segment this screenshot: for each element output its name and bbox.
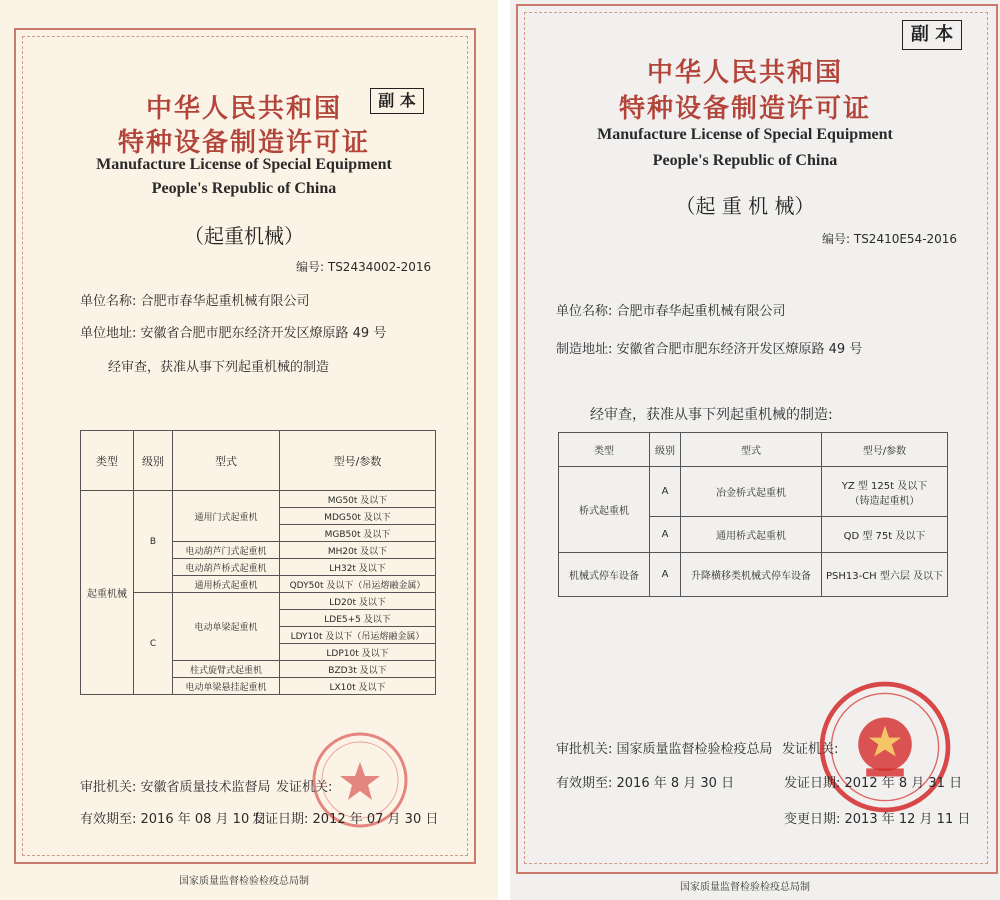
- left-unit-name: 单位名称: 合肥市春华起重机械有限公司: [80, 294, 310, 309]
- left-license-number: 编号: TS2434002-2016: [296, 260, 432, 274]
- model-cell: MGB50t 及以下: [280, 525, 436, 542]
- model-cell: LX10t 及以下: [280, 678, 436, 695]
- right-title-cn-2: 特种设备制造许可证: [618, 94, 871, 124]
- right-approval-text: 经审查，获准从事下列起重机械的制造:: [590, 407, 833, 423]
- model-line: YZ 型 125t 及以下: [841, 480, 928, 492]
- grade-cell: B: [134, 491, 173, 593]
- right-issue-date: 发证日期: 2012 年 8 月 31 日: [784, 776, 963, 791]
- table-header: 型式: [681, 433, 822, 467]
- right-category: （起 重 机 械）: [675, 194, 815, 218]
- model-cell: LDE5+5 及以下: [280, 610, 436, 627]
- left-approval-text: 经审查，获准从事下列起重机械的制造: [108, 360, 330, 375]
- right-issuing-authority: 发证机关:: [782, 742, 839, 757]
- table-row: [559, 467, 948, 517]
- form-cell: 通用桥式起重机: [173, 576, 280, 593]
- table-header-row: [81, 431, 436, 491]
- table-row: [559, 553, 948, 597]
- model-cell: MDG50t 及以下: [280, 508, 436, 525]
- left-title-en-2: People's Republic of China: [151, 180, 337, 197]
- right-copy-mark: 副 本: [902, 20, 962, 50]
- table-header: 类型: [559, 433, 650, 467]
- form-cell: 电动单梁悬挂起重机: [173, 678, 280, 695]
- model-cell: LH32t 及以下: [280, 559, 436, 576]
- model-cell: MH20t 及以下: [280, 542, 436, 559]
- grade-cell: C: [134, 593, 173, 695]
- table-header-row: [559, 433, 948, 467]
- form-cell: 电动葫芦门式起重机: [173, 542, 280, 559]
- left-footer: 国家质量监督检验检疫总局制: [179, 876, 309, 887]
- grade-cell: A: [650, 553, 681, 597]
- table-header: 型号/参数: [280, 431, 436, 491]
- model-cell: QD 型 75t 及以下: [822, 517, 948, 553]
- left-category: （起重机械）: [184, 224, 304, 248]
- type-cell: 起重机械: [81, 491, 134, 695]
- right-unit-name: 单位名称: 合肥市春华起重机械有限公司: [556, 304, 786, 319]
- right-title-en-1: Manufacture License of Special Equipment: [597, 126, 893, 143]
- type-cell: 桥式起重机: [559, 467, 650, 553]
- model-cell: LDY10t 及以下（吊运熔融金属）: [280, 627, 436, 644]
- right-footer: 国家质量监督检验检疫总局制: [680, 882, 810, 893]
- form-cell: 柱式旋臂式起重机: [173, 661, 280, 678]
- right-license-number: 编号: TS2410E54-2016: [822, 232, 958, 246]
- table-header: 级别: [650, 433, 681, 467]
- grade-cell: A: [650, 467, 681, 517]
- model-cell: QDY50t 及以下（吊运熔融金属）: [280, 576, 436, 593]
- form-cell: 电动单梁起重机: [173, 593, 280, 661]
- table-header: 级别: [134, 431, 173, 491]
- right-title-en-2: People's Republic of China: [652, 152, 838, 169]
- model-cell: BZD3t 及以下: [280, 661, 436, 678]
- form-cell: 升降横移类机械式停车设备: [681, 553, 822, 597]
- right-manufacture-address: 制造地址: 安徽省合肥市肥东经济开发区燎原路 49 号: [556, 342, 863, 357]
- left-title-cn-1: 中华人民共和国: [145, 94, 342, 124]
- table-row: [81, 593, 436, 610]
- right-title-cn-1: 中华人民共和国: [646, 58, 843, 88]
- model-cell: LDP10t 及以下: [280, 644, 436, 661]
- right-license-table: [558, 432, 948, 597]
- right-change-date: 变更日期: 2013 年 12 月 11 日: [784, 812, 971, 827]
- right-approving-authority: 审批机关: 国家质量监督检验检疫总局: [556, 742, 773, 757]
- left-copy-mark: 副 本: [370, 88, 424, 114]
- left-approving-authority: 审批机关: 安徽省质量技术监督局: [80, 780, 271, 795]
- left-title-en-1: Manufacture License of Special Equipment: [96, 156, 392, 173]
- table-header: 型号/参数: [822, 433, 948, 467]
- form-cell: 冶金桥式起重机: [681, 467, 822, 517]
- left-license-table: [80, 430, 436, 695]
- model-cell: PSH13-CH 型六层 及以下: [822, 553, 948, 597]
- model-line: （铸造起重机）: [849, 495, 920, 507]
- form-cell: 电动葫芦桥式起重机: [173, 559, 280, 576]
- left-valid-until: 有效期至: 2016 年 08 月 10 日: [80, 812, 267, 827]
- form-cell: 通用门式起重机: [173, 491, 280, 542]
- left-unit-address: 单位地址: 安徽省合肥市肥东经济开发区燎原路 49 号: [80, 326, 387, 341]
- left-issue-date: 发证日期: 2012 年 07 月 30 日: [252, 812, 439, 827]
- left-title-cn-2: 特种设备制造许可证: [117, 128, 370, 158]
- model-cell: LD20t 及以下: [280, 593, 436, 610]
- model-cell: MG50t 及以下: [280, 491, 436, 508]
- table-header: 类型: [81, 431, 134, 491]
- type-cell: 机械式停车设备: [559, 553, 650, 597]
- right-certificate: [510, 0, 1000, 900]
- left-certificate: [0, 0, 498, 900]
- table-row: [81, 491, 436, 508]
- model-cell: [822, 467, 948, 517]
- left-issuing-authority: 发证机关:: [276, 780, 333, 795]
- right-valid-until: 有效期至: 2016 年 8 月 30 日: [556, 776, 735, 791]
- grade-cell: A: [650, 517, 681, 553]
- form-cell: 通用桥式起重机: [681, 517, 822, 553]
- table-header: 型式: [173, 431, 280, 491]
